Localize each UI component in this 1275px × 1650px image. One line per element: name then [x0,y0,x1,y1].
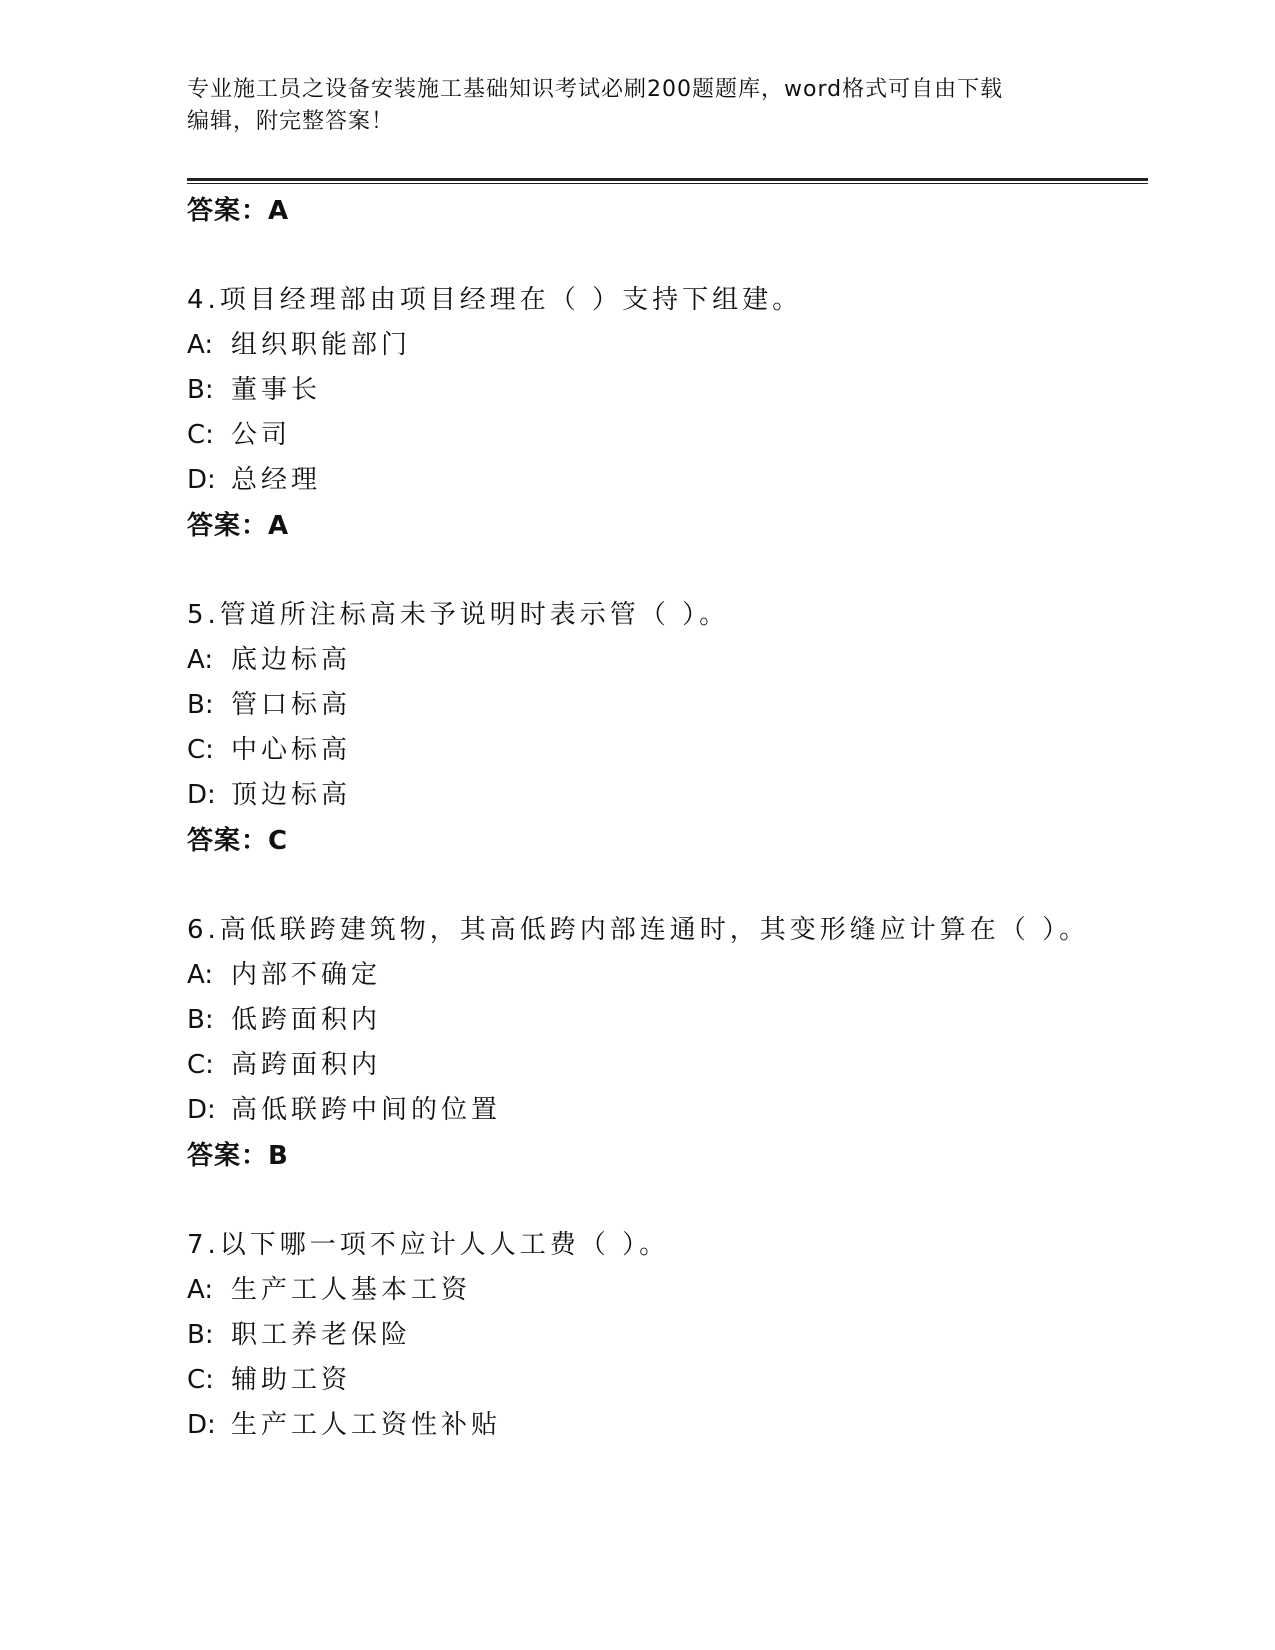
question-block [187,593,1147,864]
option-text: 组织职能部门 [231,330,412,360]
answer-line: 答案：B [187,1141,289,1171]
option-key: D: [187,780,216,810]
option-text: 顶边标高 [231,780,352,810]
option-a [187,638,1147,683]
option-d [187,1088,1147,1133]
option-key: A: [187,960,214,990]
document-header [187,74,1067,138]
spacer [187,549,1147,593]
option-text: 高低联跨中间的位置 [231,1095,502,1125]
option-key: C: [187,420,214,450]
question-block [187,908,1147,1179]
question-list [187,188,1147,1448]
option-c [187,1043,1147,1088]
option-key: D: [187,465,216,495]
option-key: C: [187,1050,214,1080]
question-block [187,1223,1147,1448]
option-text: 底边标高 [231,645,352,675]
option-text: 辅助工资 [231,1365,352,1395]
spacer [187,1179,1147,1223]
answer-line: 答案：C [187,826,289,856]
option-text: 公司 [231,420,292,450]
spacer [187,234,1147,278]
option-text: 职工养老保险 [231,1320,412,1350]
option-b [187,368,1147,413]
option-key: C: [187,1365,214,1395]
question-stem: 4.项目经理部由项目经理在（ ）支持下组建。 [187,285,803,315]
option-text: 高跨面积内 [231,1050,382,1080]
header-line-2: 编辑，附完整答案！ [187,109,395,134]
option-d [187,458,1147,503]
option-d [187,1403,1147,1448]
option-text: 内部不确定 [231,960,382,990]
option-text: 中心标高 [231,735,352,765]
option-a [187,1268,1147,1313]
option-c [187,1358,1147,1403]
option-b [187,683,1147,728]
option-key: A: [187,645,214,675]
option-key: B: [187,690,214,720]
answer-line: 答案：A [187,196,290,226]
option-b [187,1313,1147,1358]
question-stem: 6.高低联跨建筑物，其高低跨内部连通时，其变形缝应计算在（ ）。 [187,915,1090,945]
option-a [187,953,1147,998]
option-text: 生产工人基本工资 [231,1275,472,1305]
option-text: 董事长 [231,375,322,405]
option-d [187,773,1147,818]
option-c [187,728,1147,773]
header-divider-thick [187,178,1148,181]
header-line-1: 专业施工员之设备安装施工基础知识考试必刷200题题库，word格式可自由下载 [187,77,1004,102]
spacer [187,864,1147,908]
option-key: D: [187,1095,216,1125]
answer-line: 答案：A [187,511,290,541]
option-key: B: [187,375,214,405]
question-stem: 5.管道所注标高未予说明时表示管（ ）。 [187,600,730,630]
option-a [187,323,1147,368]
option-c [187,413,1147,458]
option-text: 总经理 [231,465,322,495]
option-key: A: [187,330,214,360]
option-key: D: [187,1410,216,1440]
option-key: B: [187,1320,214,1350]
option-key: A: [187,1275,214,1305]
question-block [187,278,1147,549]
question-stem: 7.以下哪一项不应计人人工费（ ）。 [187,1230,670,1260]
option-text: 低跨面积内 [231,1005,382,1035]
option-b [187,998,1147,1043]
option-key: B: [187,1005,214,1035]
option-text: 生产工人工资性补贴 [231,1410,502,1440]
option-text: 管口标高 [231,690,352,720]
header-divider-thin [187,183,1148,184]
option-key: C: [187,735,214,765]
